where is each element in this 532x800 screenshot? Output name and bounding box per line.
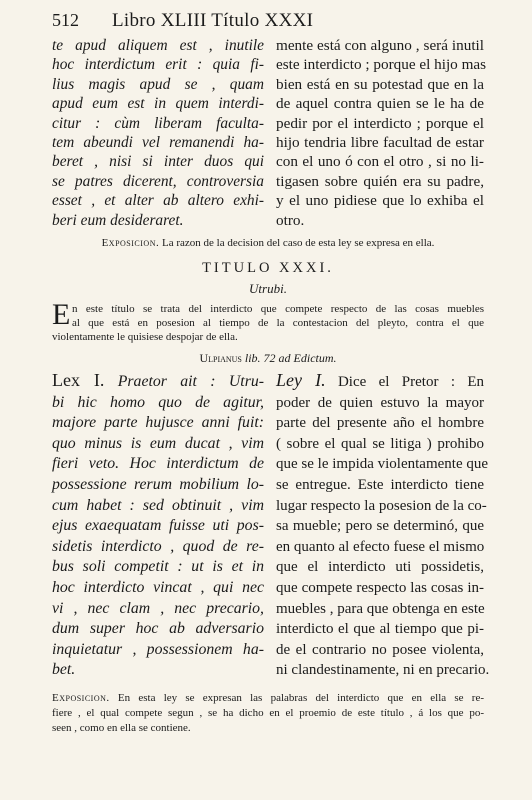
latin-line: beri eum desideraret. <box>52 211 184 229</box>
ley-first-line <box>276 370 484 393</box>
section-subtitle: Utrubi. <box>249 281 287 297</box>
page <box>52 10 490 736</box>
latin-line: esset , et alter ab altero exhi- <box>52 192 264 210</box>
latin-line: lius magis apud se , quam <box>52 75 264 93</box>
lex-line: bus soli competit : ut is et in <box>52 558 264 576</box>
exposicion-label: Exposicion. <box>101 237 160 250</box>
intro-line: n este título se trata del interdicto que compete respecto de las cosas muebles <box>72 303 484 316</box>
lex-line: dum super hoc ab adversario <box>52 620 264 638</box>
exposicion-2-first-line <box>52 691 484 706</box>
source-author: Ulpianus <box>199 351 242 366</box>
source-reference: lib. 72 ad Edictum. <box>244 351 337 366</box>
lex-line: bi hic homo quo de agitur, <box>52 393 264 411</box>
exposicion-2-text: En esta ley se expresan las palabras del interdicto que en ella se re- <box>117 691 485 704</box>
lex-line: bet. <box>52 661 76 679</box>
exposicion-text: La razon de la decision del caso de esta ley se expresa en ella. <box>161 237 435 250</box>
lex-line: hoc interdicto vincat , qui nec <box>52 579 264 596</box>
exposicion-note <box>52 236 484 251</box>
ley-column <box>276 370 490 681</box>
latin-line: beret , nisi si inter duos qui <box>52 153 264 171</box>
section-title: TITULO XXXI. <box>202 260 334 277</box>
spanish-column <box>276 36 487 230</box>
exposicion-note-2 <box>52 691 484 736</box>
spanish-line: tigasen sobre quién era su padre, <box>276 172 484 190</box>
ley-heading: Ley I. <box>276 370 326 391</box>
ley-line: poder de quien estuvo la mayor <box>276 394 484 411</box>
law-section <box>52 370 490 681</box>
ley-line: de el contrario no posee violenta, <box>276 641 484 658</box>
lex-line: ejus exaequatam fuisse uti pos- <box>52 517 264 535</box>
ley-line: ( sobre el qual se litiga ) prohibo <box>276 435 484 452</box>
ley-line: parte del presente año el hombre <box>276 415 484 432</box>
lex-line: vi , nec clam , nec precario, <box>52 599 264 617</box>
lex-line: inquietatur , possessionem ha- <box>52 640 264 658</box>
ley-line: que se le impida violentamente que <box>276 456 489 473</box>
exposicion-2-line: fiere , el qual compete segun , se ha dicho en el proemio de este título , á los que po- <box>52 706 484 719</box>
intro-line: violentamente le quisiese despojar de ella. <box>52 331 238 344</box>
spanish-line: este interdicto ; porque el hijo mas <box>276 56 487 74</box>
ley-line: en quanto al efecto fuese el mismo <box>276 538 485 555</box>
lex-line: quo minus is eum ducat , vim <box>52 434 264 452</box>
lex-line: fieri veto. Hoc interdictum de <box>52 455 264 473</box>
latin-column <box>52 36 264 230</box>
spanish-line: con el uno ó con el otro , si no li- <box>276 153 484 171</box>
latin-line: te apud aliquem est , inutile <box>52 37 264 54</box>
latin-line: se patres dicerent, controversia <box>52 172 264 190</box>
ley-line: lugar respecto la posesion de la co- <box>276 497 487 514</box>
lex-first-line-text: Praetor ait : Utru- <box>117 373 264 391</box>
intro-line: al que está en posesion al tiempo de la contestacion del pleyto, contra el que <box>72 317 484 330</box>
ley-line: ni clandestinamente, ni en precario. <box>276 662 490 679</box>
spanish-line: de aquel contra quien se le ha de <box>276 95 484 113</box>
spanish-line: bien está en su potestad que en la <box>276 75 484 93</box>
ley-line: muebles , para que obtenga en este <box>276 600 485 617</box>
lex-first-line <box>52 370 264 393</box>
spanish-line: otro. <box>276 211 305 229</box>
continued-section <box>52 36 487 230</box>
lex-line: sidetis interdicto , quod de re- <box>52 537 264 555</box>
latin-line: citur : cùm liberam facultа- <box>52 114 264 132</box>
ley-line: que compete respecto las cosas in- <box>276 580 484 596</box>
latin-line: hoc interdictum erit : quia fi- <box>52 56 264 74</box>
spanish-line: hijo tendria libre facultad de estar <box>276 134 484 152</box>
ley-first-line-text: Dice el Pretor : En <box>337 374 484 391</box>
latin-line: tem abeundi vel remanendi ha- <box>52 134 264 152</box>
lex-line: possessione rerum mobilium lo- <box>52 476 264 494</box>
source-citation <box>52 351 484 366</box>
page-number: 512 <box>52 10 79 30</box>
exposicion-2-line: seen , como en ella se contiene. <box>52 721 191 734</box>
lex-heading: Lex I. <box>52 370 105 391</box>
ley-line: se entregue. Este interdicto tiene <box>276 477 484 494</box>
ley-line: interdicto el que al tiempo que pi- <box>276 621 484 638</box>
latin-line: apud eum est in quem interdi- <box>52 95 264 113</box>
ley-line: que el interdicto uti possidetis, <box>276 559 484 576</box>
spanish-line: pedir por el interdicto ; porque el <box>276 114 484 132</box>
running-title: Libro XLIII Título XXXI <box>112 10 314 31</box>
drop-cap: E <box>52 298 71 332</box>
lex-line: majore parte hujusce anni fuit: <box>52 414 264 432</box>
exposicion-2-label: Exposicion. <box>52 691 110 704</box>
lex-column <box>52 370 264 681</box>
ley-line: sa mueble; pero se determinó, que <box>276 518 484 535</box>
intro-paragraph <box>52 298 484 344</box>
lex-line: cum habet : sed obtinuit , vim <box>52 496 264 514</box>
page-header <box>52 10 484 36</box>
spanish-line: mente está con alguno , será inutil <box>276 37 484 54</box>
spanish-line: y el uno pidiese que lo exhiba el <box>276 192 484 210</box>
